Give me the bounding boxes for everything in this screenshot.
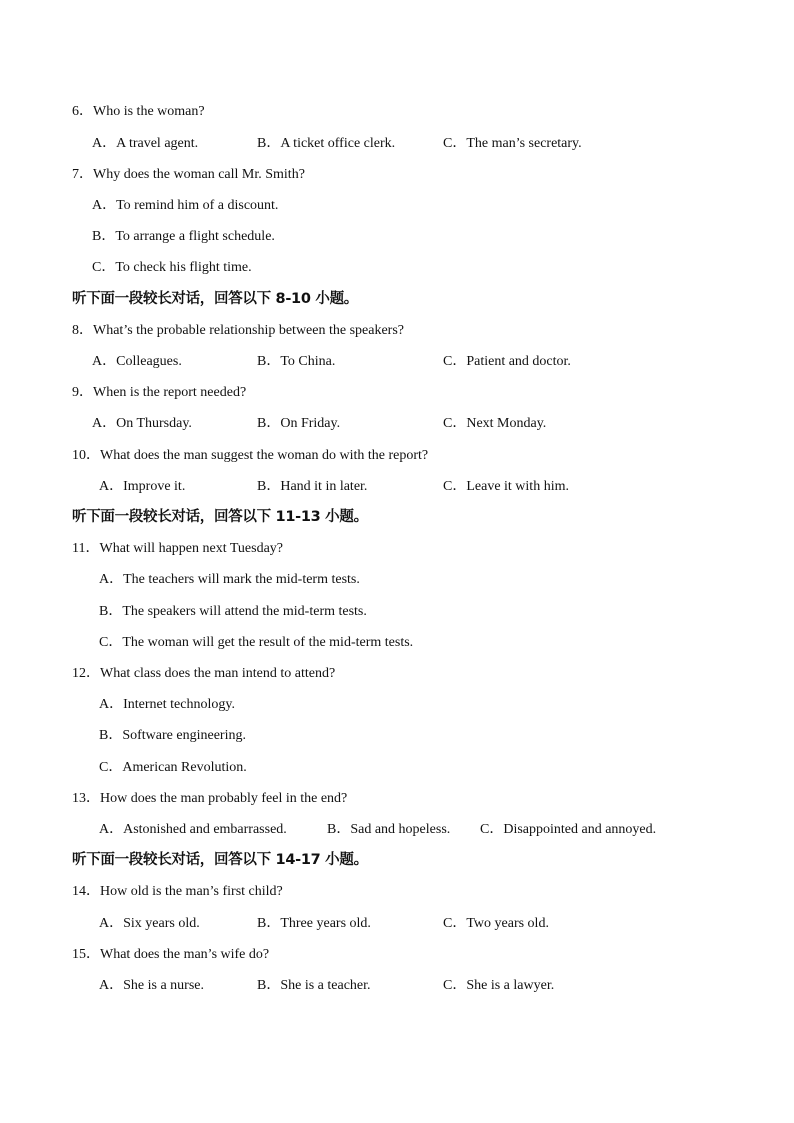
q7-option-a: A．To remind him of a discount. [92, 198, 279, 213]
q13-option-c: C．Disappointed and annoyed. [480, 822, 657, 837]
q8-option-b: B．To China. [257, 354, 336, 369]
q15-option-a: A．She is a nurse. [99, 978, 204, 993]
q11-option-b: B．The speakers will attend the mid-term tests. [99, 604, 367, 619]
q14-option-b: B．Three years old. [257, 916, 371, 931]
q14-option-c: C．Two years old. [443, 916, 549, 931]
q15-option-b: B．She is a teacher. [257, 978, 371, 993]
q14-option-a: A．Six years old. [99, 916, 200, 931]
question-15: 15．What does the man’s wife do? [72, 947, 270, 962]
q12-option-c: C．American Revolution. [99, 760, 247, 775]
q6-option-a: A．A travel agent. [92, 136, 199, 151]
question-10: 10．What does the man suggest the woman do with the report? [72, 448, 429, 463]
q13-option-a: A．Astonished and embarrassed. [99, 822, 287, 837]
q15-option-c: C．She is a lawyer. [443, 978, 555, 993]
q13-option-b: B．Sad and hopeless. [327, 822, 451, 837]
question-8: 8．What’s the probable relationship between the speakers? [72, 323, 404, 338]
q12-option-a: A．Internet technology. [99, 697, 235, 712]
q7-option-c: C．To check his flight time. [92, 260, 252, 275]
section-heading-11-13: 听下面一段较长对话，回答以下 11-13 小题。 [72, 509, 368, 525]
q9-option-c: C．Next Monday. [443, 416, 547, 431]
q6-option-b: B．A ticket office clerk. [257, 136, 396, 151]
question-6: 6．Who is the woman? [72, 104, 205, 119]
question-12: 12．What class does the man intend to attend? [72, 666, 336, 681]
q10-option-a: A．Improve it. [99, 479, 186, 494]
q10-option-c: C．Leave it with him. [443, 479, 569, 494]
section-heading-8-10: 听下面一段较长对话，回答以下 8-10 小题。 [72, 291, 358, 307]
q11-option-a: A．The teachers will mark the mid-term tests. [99, 572, 360, 587]
q7-option-b: B．To arrange a flight schedule. [92, 229, 275, 244]
q8-option-c: C．Patient and doctor. [443, 354, 571, 369]
question-7: 7．Why does the woman call Mr. Smith? [72, 167, 305, 182]
q8-option-a: A．Colleagues. [92, 354, 182, 369]
q9-option-b: B．On Friday. [257, 416, 341, 431]
question-13: 13．How does the man probably feel in the end? [72, 791, 348, 806]
section-heading-14-17: 听下面一段较长对话，回答以下 14-17 小题。 [72, 852, 368, 868]
q10-option-b: B．Hand it in later. [257, 479, 368, 494]
question-14: 14．How old is the man’s first child? [72, 884, 283, 899]
q12-option-b: B．Software engineering. [99, 728, 246, 743]
q6-option-c: C．The man’s secretary. [443, 136, 582, 151]
question-9: 9．When is the report needed? [72, 385, 247, 400]
question-11: 11．What will happen next Tuesday? [72, 541, 284, 556]
q9-option-a: A．On Thursday. [92, 416, 192, 431]
q11-option-c: C．The woman will get the result of the mid-term tests. [99, 635, 414, 650]
